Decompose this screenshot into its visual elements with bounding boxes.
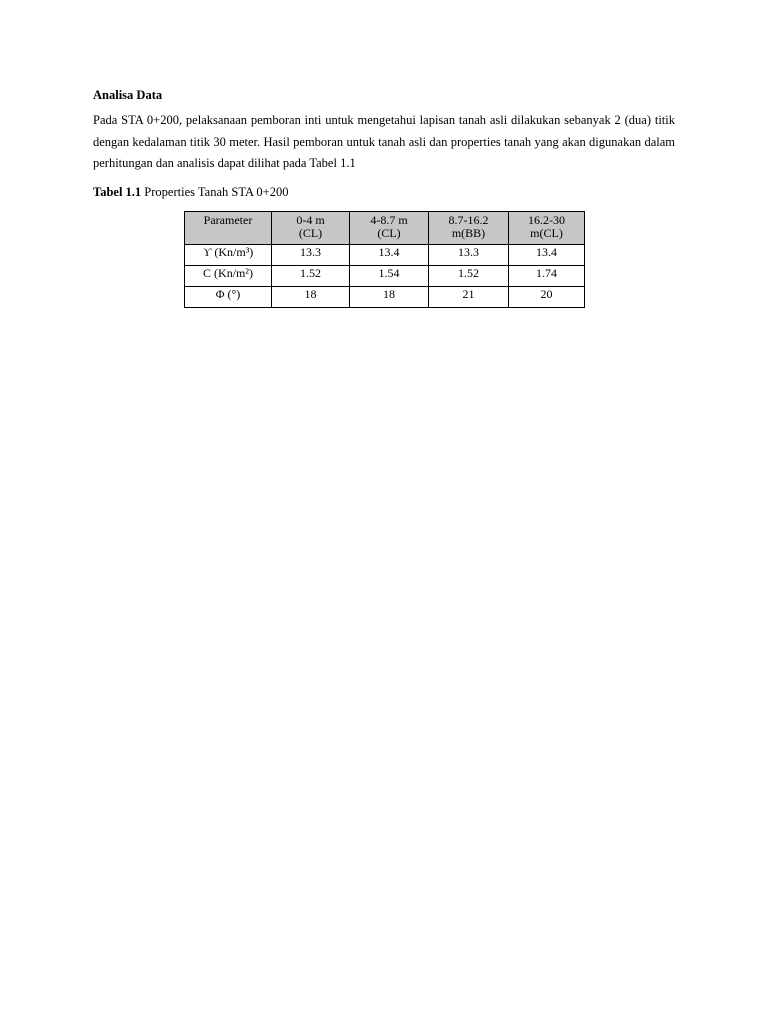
table-cell: 18 [272, 287, 350, 308]
section-heading: Analisa Data [93, 88, 163, 102]
row-parameter-label: Φ (°) [185, 287, 272, 308]
table-cell: 20 [509, 287, 585, 308]
table-caption [93, 183, 675, 201]
header-depth-4-8-7: 4-8.7 m (CL) [350, 212, 429, 245]
table-caption-text: Properties Tanah STA 0+200 [141, 184, 289, 199]
row-parameter-label: C (Kn/m²) [185, 266, 272, 287]
table-cell: 13.3 [429, 245, 509, 266]
header-parameter: Parameter [185, 212, 272, 245]
table-cell: 1.52 [272, 266, 350, 287]
table-row-unit-weight [185, 245, 585, 266]
table-row-friction-angle [185, 287, 585, 308]
table-header-row [185, 212, 585, 245]
soil-properties-table [184, 211, 585, 308]
body-paragraph: Pada STA 0+200, pelaksanaan pemboran inti untuk mengetahui lapisan tanah asli dilakukan sebanyak 2 (dua) titik dengan kedalaman titik 30 meter. Hasil pemboran untuk tanah asli dan properties tanah yang akan digunakan dalam perhitungan dan analisis dapat dilihat pada Tabel 1.1 [93, 113, 675, 170]
table-cell: 21 [429, 287, 509, 308]
header-depth-0-4: 0-4 m (CL) [272, 212, 350, 245]
header-depth-16-2-30: 16.2-30 m(CL) [509, 212, 585, 245]
table-caption-label: Tabel 1.1 [93, 184, 142, 199]
table-cell: 1.54 [350, 266, 429, 287]
table-cell: 1.74 [509, 266, 585, 287]
row-parameter-label: ϒ (Kn/m³) [185, 245, 272, 266]
table-cell: 13.4 [509, 245, 585, 266]
table-cell: 13.4 [350, 245, 429, 266]
table-row-cohesion [185, 266, 585, 287]
table-cell: 18 [350, 287, 429, 308]
document-body [93, 86, 675, 301]
table-cell: 1.52 [429, 266, 509, 287]
table-cell: 13.3 [272, 245, 350, 266]
header-depth-8-7-16-2: 8.7-16.2 m(BB) [429, 212, 509, 245]
